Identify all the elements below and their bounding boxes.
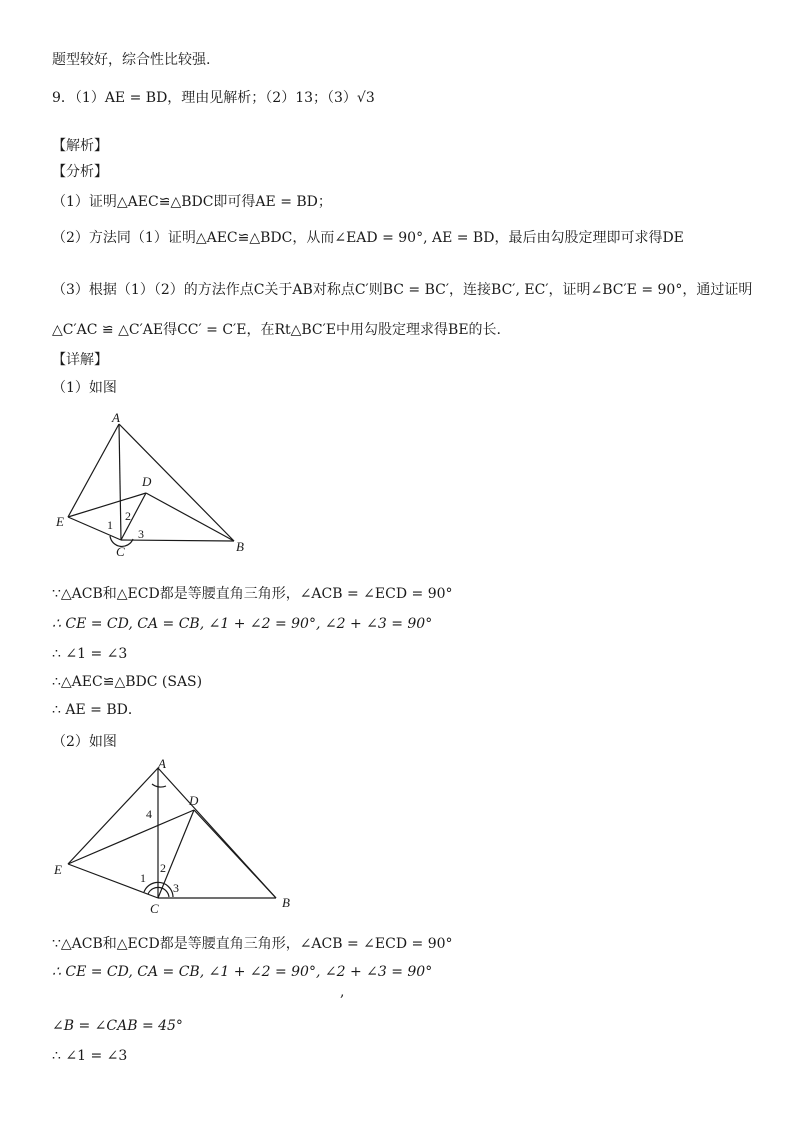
section-fenxi-heading: 【分析】 xyxy=(52,164,108,180)
proof2-line-1: ∵△ACB和△ECD都是等腰直角三角形，∠ACB = ∠ECD = 90° xyxy=(52,936,453,952)
segment-AE xyxy=(68,768,158,864)
angle-arc-A xyxy=(152,784,166,787)
analysis-part-3: （3）根据（1）（2）的方法作点C关于AB对称点C′则BC = BC′，连接BC′, EC′，证明∠BC′E = 90°，通过证明 xyxy=(52,282,753,298)
detail-part-2-heading: （2）如图 xyxy=(52,734,117,750)
section-analysis-heading: 【解析】 xyxy=(52,138,108,154)
point-E: E xyxy=(54,862,62,877)
segment-DB xyxy=(146,493,234,541)
analysis-part-2: （2）方法同（1）证明△AEC≌△BDC，从而∠EAD = 90°, AE = BD，最后由勾股定理即可求得DE xyxy=(52,230,684,246)
answer-line: 9．（1）AE = BD，理由见解析；（2）13；（3）√3 xyxy=(52,90,375,106)
analysis-part-1: （1）证明△AEC≌△BDC即可得AE = BD； xyxy=(52,194,332,210)
proof1-line-1: ∵△ACB和△ECD都是等腰直角三角形，∠ACB = ∠ECD = 90° xyxy=(52,586,453,602)
point-B: B xyxy=(282,895,290,910)
proof2-line-3: ∠B = ∠CAB = 45° xyxy=(52,1018,183,1034)
angle-label-2: 2 xyxy=(125,509,131,523)
point-D: D xyxy=(142,474,152,489)
angle-label-1: 1 xyxy=(140,871,146,885)
point-B: B xyxy=(236,539,244,554)
proof2-line-4: ∴ ∠1 = ∠3 xyxy=(52,1048,128,1064)
angle-label-3: 3 xyxy=(138,527,144,541)
analysis-part-3-cont: △C′AC ≌ △C′AE得CC′ = C′E，在Rt△BC′E中用勾股定理求得BE的长. xyxy=(52,322,501,338)
point-C: C xyxy=(116,544,125,559)
point-D: D xyxy=(189,793,199,808)
figure-2 xyxy=(48,756,308,916)
detail-part-1-heading: （1）如图 xyxy=(52,380,117,396)
angle-label-3: 3 xyxy=(173,881,179,895)
proof2-comma: , xyxy=(340,984,345,1000)
section-detail-heading: 【详解】 xyxy=(52,352,108,368)
proof1-line-4: ∴△AEC≌△BDC (SAS) xyxy=(52,674,203,690)
point-C: C xyxy=(150,901,159,916)
angle-label-1: 1 xyxy=(107,518,113,532)
segment-DB xyxy=(194,810,276,898)
proof1-line-2: ∴ CE = CD, CA = CB, ∠1 + ∠2 = 90°, ∠2 + ∠3 = 90° xyxy=(52,616,433,632)
segment-AC xyxy=(119,424,121,540)
point-A: A xyxy=(158,756,166,771)
angle-label-2: 2 xyxy=(160,861,166,875)
point-A: A xyxy=(112,410,120,425)
text-line-1: 题型较好，综合性比较强. xyxy=(52,52,211,68)
figure-1 xyxy=(50,408,270,568)
point-E: E xyxy=(56,514,64,529)
proof1-line-3: ∴ ∠1 = ∠3 xyxy=(52,646,128,662)
angle-label-4: 4 xyxy=(146,807,152,821)
segment-AB xyxy=(119,424,234,541)
proof1-line-5: ∴ AE = BD． xyxy=(52,702,142,718)
proof2-line-2: ∴ CE = CD, CA = CB, ∠1 + ∠2 = 90°, ∠2 + ∠3 = 90° xyxy=(52,964,433,980)
segment-EC xyxy=(68,517,121,540)
